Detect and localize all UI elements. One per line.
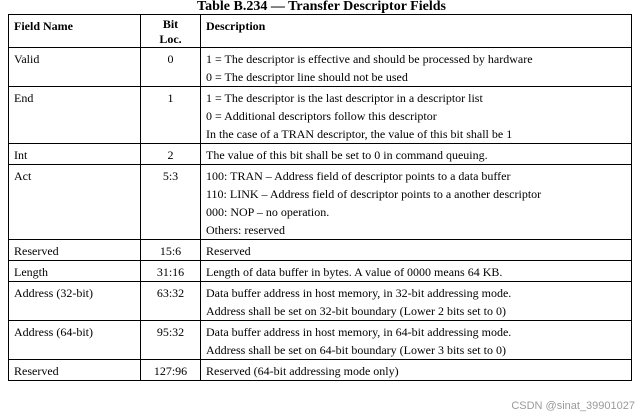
description-cell (201, 360, 632, 381)
header-description: Description (201, 15, 632, 48)
header-bit-loc-line1: Bit (162, 17, 179, 31)
description-cell (201, 261, 632, 282)
field-name-cell: Reserved (9, 240, 141, 261)
watermark-text: CSDN @sinat_39901027 (511, 400, 635, 412)
table-row (9, 360, 632, 381)
bit-location-cell: 5:3 (141, 165, 201, 240)
description-cell (201, 87, 632, 144)
table-header (9, 15, 632, 48)
field-name-cell: Valid (9, 48, 141, 87)
table-row (9, 48, 632, 87)
description-cell (201, 321, 632, 360)
description-line: 110: LINK – Address field of descriptor points to a another descriptor (206, 187, 542, 201)
description-line: 100: TRAN – Address field of descriptor points to a data buffer (206, 169, 511, 183)
bit-location-cell: 1 (141, 87, 201, 144)
description-line: The value of this bit shall be set to 0 in command queuing. (206, 148, 488, 162)
field-name-cell: Act (9, 165, 141, 240)
table-row (9, 321, 632, 360)
bit-location-cell: 2 (141, 144, 201, 165)
description-line: Data buffer address in host memory, in 32-bit addressing mode. (206, 286, 512, 300)
description-cell (201, 48, 632, 87)
description-line: Reserved (206, 244, 251, 258)
field-name-cell: Length (9, 261, 141, 282)
field-name-cell: Int (9, 144, 141, 165)
description-cell (201, 240, 632, 261)
table-row (9, 240, 632, 261)
description-line: 0 = The descriptor line should not be used (206, 70, 408, 84)
description-line: Address shall be set on 64-bit boundary (Lower 3 bits set to 0) (206, 343, 506, 357)
field-name-cell: End (9, 87, 141, 144)
field-name-cell: Address (32-bit) (9, 282, 141, 321)
description-line: Reserved (64-bit addressing mode only) (206, 364, 399, 378)
bit-location-cell: 31:16 (141, 261, 201, 282)
description-line: In the case of a TRAN descriptor, the value of this bit shall be 1 (206, 127, 513, 141)
field-name-cell: Address (64-bit) (9, 321, 141, 360)
description-line: 1 = The descriptor is the last descriptor in a descriptor list (206, 91, 483, 105)
table-caption: Table B.234 — Transfer Descriptor Fields (197, 0, 446, 14)
description-line: 1 = The descriptor is effective and should be processed by hardware (206, 52, 533, 66)
header-field-name: Field Name (9, 15, 141, 48)
table-row (9, 261, 632, 282)
description-line: Others: reserved (206, 223, 285, 237)
bit-location-cell: 15:6 (141, 240, 201, 261)
description-line: Length of data buffer in bytes. A value of 0000 means 64 KB. (206, 265, 503, 279)
bit-location-cell: 127:96 (141, 360, 201, 381)
header-bit-loc (141, 15, 201, 48)
header-row (9, 15, 632, 48)
description-line: Address shall be set on 32-bit boundary (Lower 2 bits set to 0) (206, 304, 506, 318)
bit-location-cell: 0 (141, 48, 201, 87)
description-line: Data buffer address in host memory, in 64-bit addressing mode. (206, 325, 512, 339)
bit-location-cell: 95:32 (141, 321, 201, 360)
transfer-descriptor-table (8, 14, 632, 381)
description-cell (201, 165, 632, 240)
bit-location-cell: 63:32 (141, 282, 201, 321)
table-body (9, 48, 632, 381)
table-row (9, 87, 632, 144)
table-row (9, 282, 632, 321)
table-row (9, 144, 632, 165)
description-cell (201, 144, 632, 165)
description-line: 000: NOP – no operation. (206, 205, 330, 219)
description-line: 0 = Additional descriptors follow this descriptor (206, 109, 437, 123)
table-row (9, 165, 632, 240)
description-cell (201, 282, 632, 321)
field-name-cell: Reserved (9, 360, 141, 381)
header-bit-loc-line2: Loc. (159, 32, 182, 46)
